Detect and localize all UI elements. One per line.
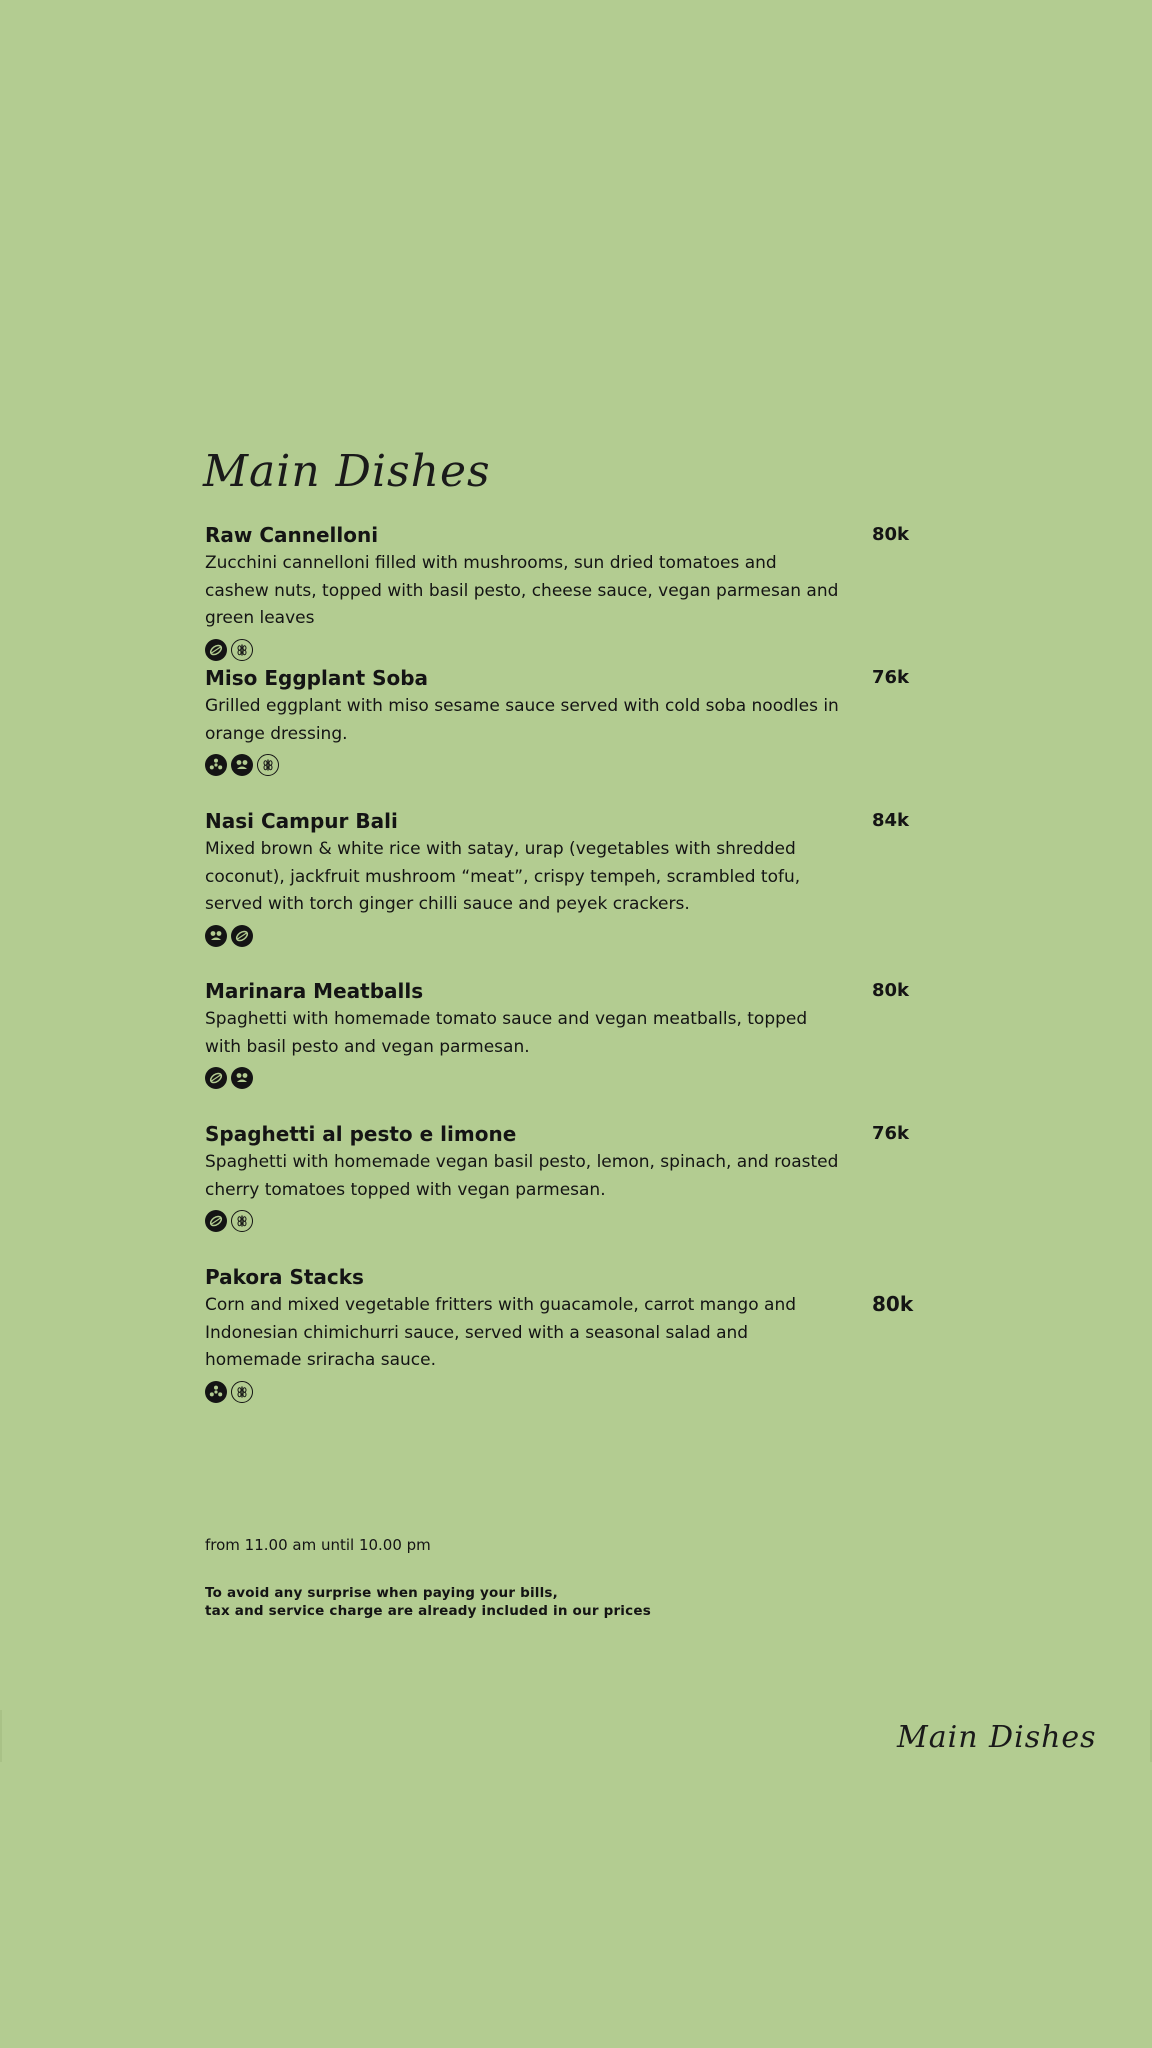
gluten-free-icon bbox=[231, 639, 253, 661]
dish-name: Nasi Campur Bali bbox=[205, 809, 398, 833]
dish-name: Raw Cannelloni bbox=[205, 523, 379, 547]
dish-price: 76k bbox=[872, 667, 910, 688]
dietary-icons bbox=[205, 639, 925, 661]
dish-description: Spaghetti with homemade vegan basil pesto, lemon, spinach, and roasted cherry tomatoes topped with vegan parmesan. bbox=[205, 1152, 839, 1200]
dish-description: Grilled eggplant with miso sesame sauce served with cold soba noodles in orange dressing. bbox=[205, 696, 839, 744]
gluten-free-icon bbox=[231, 1381, 253, 1403]
dish-price: 80k bbox=[872, 980, 910, 1001]
footer-section-title: Main Dishes bbox=[897, 1720, 1097, 1755]
gluten-free-icon bbox=[257, 754, 279, 776]
dietary-icons bbox=[205, 754, 925, 776]
menu-item bbox=[205, 806, 925, 976]
dietary-icons bbox=[205, 1067, 925, 1089]
leaf-badge-icon bbox=[205, 1067, 227, 1089]
leaf-badge-icon bbox=[205, 1210, 227, 1232]
menu-item bbox=[205, 1119, 925, 1262]
dish-price: 76k bbox=[872, 1123, 910, 1144]
menu-item bbox=[205, 976, 925, 1119]
menu-item bbox=[205, 663, 925, 806]
page-title: Main Dishes bbox=[203, 446, 491, 497]
dish-name: Spaghetti al pesto e limone bbox=[205, 1122, 517, 1146]
dish-name: Miso Eggplant Soba bbox=[205, 666, 429, 690]
menu-list bbox=[205, 520, 925, 1432]
opening-hours: from 11.00 am until 10.00 pm bbox=[205, 1536, 431, 1554]
gluten-free-icon bbox=[231, 1210, 253, 1232]
spicy-badge-icon bbox=[205, 754, 227, 776]
spicy-badge-icon bbox=[205, 1381, 227, 1403]
leaf-badge-icon bbox=[205, 639, 227, 661]
nut-badge-icon bbox=[231, 754, 253, 776]
dish-description: Zucchini cannelloni filled with mushrooms, sun dried tomatoes and cashew nuts, topped with basil pesto, cheese sauce, vegan parmesan and green leaves bbox=[205, 553, 839, 628]
dish-price: 80k bbox=[872, 524, 910, 545]
dietary-icons bbox=[205, 1210, 925, 1232]
dietary-icons bbox=[205, 925, 925, 947]
price-notice-line: To avoid any surprise when paying your bills, bbox=[205, 1585, 558, 1601]
nut-badge-icon bbox=[231, 1067, 253, 1089]
menu-item bbox=[205, 520, 925, 663]
dish-price: 84k bbox=[872, 810, 910, 831]
dish-name: Marinara Meatballs bbox=[205, 979, 424, 1003]
dish-name: Pakora Stacks bbox=[205, 1265, 364, 1289]
dietary-icons bbox=[205, 1381, 925, 1403]
dish-description: Spaghetti with homemade tomato sauce and vegan meatballs, topped with basil pesto and vegan parmesan. bbox=[205, 1009, 808, 1057]
dish-description: Corn and mixed vegetable fritters with guacamole, carrot mango and Indonesian chimichurri sauce, served with a seasonal salad and homemade sriracha sauce. bbox=[205, 1295, 797, 1370]
page-fold-line bbox=[0, 1710, 2, 1762]
dish-price: 80k bbox=[872, 1292, 914, 1316]
nut-badge-icon bbox=[205, 925, 227, 947]
price-notice-line: tax and service charge are already included in our prices bbox=[205, 1603, 651, 1619]
menu-item bbox=[205, 1262, 925, 1432]
leaf-badge-icon bbox=[231, 925, 253, 947]
price-notice bbox=[205, 1584, 651, 1620]
dish-description: Mixed brown & white rice with satay, urap (vegetables with shredded coconut), jackfruit mushroom “meat”, crispy tempeh, scrambled tofu, served with torch ginger chilli sauce and peyek crackers. bbox=[205, 839, 801, 914]
